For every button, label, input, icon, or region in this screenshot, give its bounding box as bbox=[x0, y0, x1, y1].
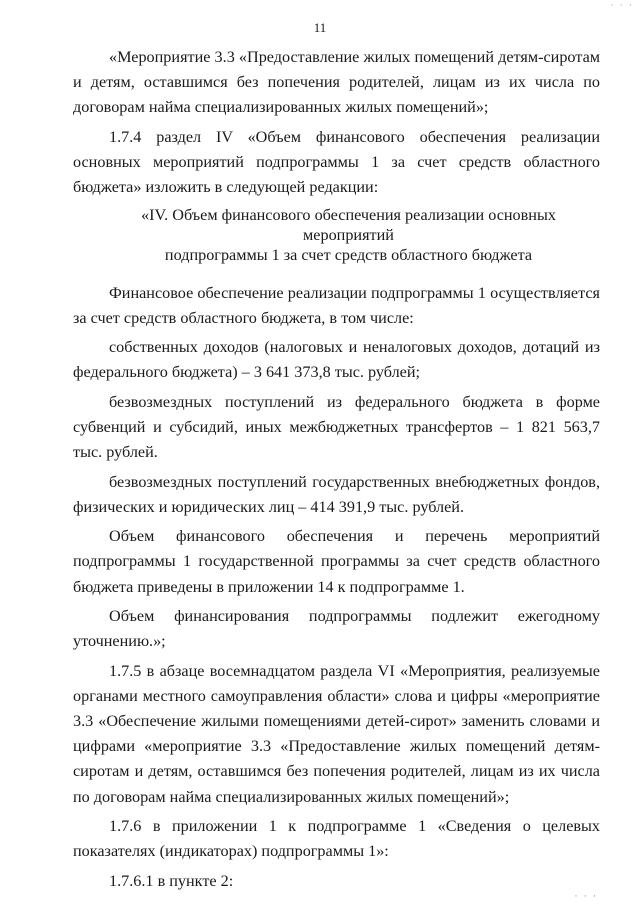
paragraph-1-7-5: 1.7.5 в абзаце восемнадцатом раздела VI «Мероприятия, реализуемые органами местного самоуправления области» слова и цифры «мероприятие 3.3 «Обеспечение жилыми помещениями детей-сирот» заменить словами и цифрами «мероприятие 3.3 «Предоставление жилых помещений детям-сиротам и детям, оставшимся без попечения родителей, лицам из их числа по договорам найма специализированных жилых помещений»; bbox=[73, 661, 600, 806]
paragraph-1-7-6-1: 1.7.6.1 в пункте 2: bbox=[109, 871, 234, 890]
paragraph-1-7-6: 1.7.6 в приложении 1 к подпрограмме 1 «Сведения о целевых показателях (индикаторах) подпрограммы 1»: bbox=[73, 816, 600, 861]
paragraph-appendix-14: Объем финансового обеспечения и перечень мероприятий подпрограммы 1 государственной программы за счет средств областного бюджета приведены в приложении 14 к подпрограмме 1. bbox=[73, 527, 600, 596]
scan-mark-top: · · · bbox=[610, 0, 634, 10]
section-heading-line-1: «IV. Объем финансового обеспечения реализации основных мероприятий bbox=[141, 205, 556, 244]
paragraph-financing-intro: Финансовое обеспечение реализации подпрограммы 1 осуществляется за счет средств областного бюджета, в том числе: bbox=[73, 283, 600, 327]
paragraph-own-revenues: собственных доходов (налоговых и неналоговых доходов, дотаций из федерального бюджета) – 3 641 373,8 тыс. рублей; bbox=[73, 338, 600, 382]
paragraph-annual-refinement: Объем финансирования подпрограммы подлежит ежегодному уточнению.»; bbox=[73, 606, 600, 651]
paragraph-extrabudgetary-funds: безвозмездных поступлений государственных внебюджетных фондов, физических и юридических лиц – 414 391,9 тыс. рублей. bbox=[73, 472, 600, 516]
paragraph-1-7-4: 1.7.4 раздел IV «Объем финансового обеспечения реализации основных мероприятий подпрограммы 1 за счет средств областного бюджета» изложить в следующей редакции: bbox=[73, 127, 600, 197]
scan-mark-bottom: · · · bbox=[574, 891, 598, 901]
paragraph-federal-transfers: безвозмездных поступлений из федерального бюджета в форме субвенций и субсидий, иных межбюджетных трансфертов – 1 821 563,7 тыс. рублей. bbox=[73, 392, 600, 462]
section-heading-iv bbox=[73, 205, 600, 265]
document-body bbox=[73, 45, 600, 898]
section-heading-line-2: подпрограммы 1 за счет средств областного бюджета bbox=[164, 245, 533, 264]
paragraph-measure-3-3: «Мероприятие 3.3 «Предоставление жилых помещений детям-сиротам и детям, оставшимся без попечения родителей, лицам из их числа по договорам найма специализированных жилых помещений»; bbox=[73, 48, 600, 117]
page-number: 11 bbox=[313, 20, 327, 35]
